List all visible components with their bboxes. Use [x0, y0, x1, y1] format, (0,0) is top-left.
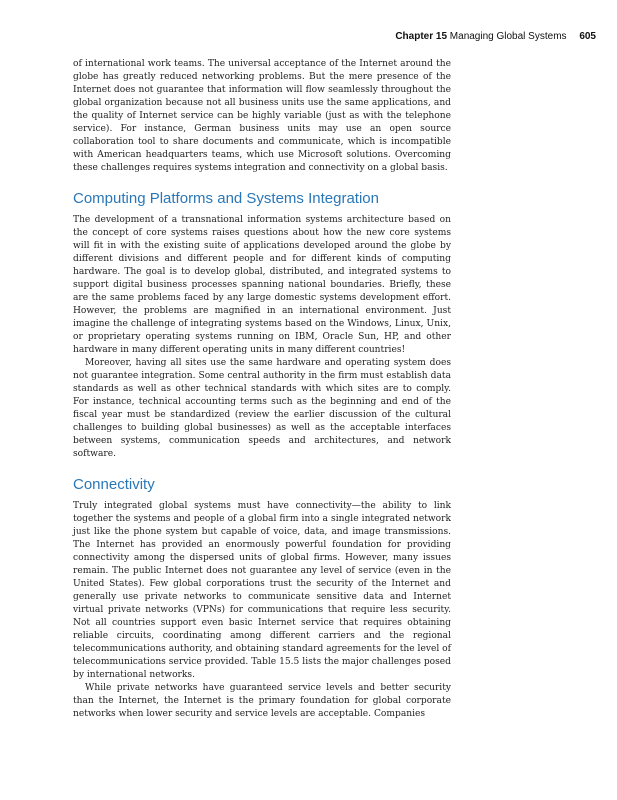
page-number: 605: [579, 31, 596, 42]
computing-paragraph-2: Moreover, having all sites use the same hardware and operating system does not guarantee integration. Some central authority in the firm must establish data standards as well as other technical standards with which sites are to comply. For instance, technical accounting terms such as the beginning and end of the fiscal year must be standardized (review the earlier discussion of the cultural challenges to building global businesses) as well as the acceptable interfaces between systems, communication speeds and architectures, and network software.: [73, 358, 451, 459]
computing-paragraph-1: The development of a transnational information systems architecture based on the concept of core systems raises questions about how the new core systems will fit in with the existing suite of applications developed around the globe by different divisions and different people and for different kinds of computing hardware. The goal is to develop global, distributed, and integrated systems to support digital business processes spanning national boundaries. Briefly, these are the same problems faced by any large domestic systems development effort. However, the problems are magnified in an international environment. Just imagine the challenge of integrating systems based on the Windows, Linux, Unix, or proprietary operating systems running on IBM, Oracle Sun, HP, and other hardware in many different operating units in many different countries!: [73, 215, 451, 355]
running-header: [395, 31, 596, 42]
intro-paragraph: of international work teams. The universal acceptance of the Internet around the globe has greatly reduced networking problems. But the mere presence of the Internet does not guarantee that information will flow seamlessly throughout the global organization because not all business units use the same applications, and the quality of Internet service can be highly variable (just as with the telephone service). For instance, German business units may use an open source collaboration tool to share documents and communicate, which is incompatible with American headquarters teams, which use Microsoft solutions. Overcoming these challenges requires systems integration and connectivity on a global basis.: [73, 59, 451, 173]
section-heading-computing-platforms: Computing Platforms and Systems Integration: [73, 190, 379, 207]
chapter-label: Chapter 15: [395, 31, 448, 42]
section-heading-connectivity: Connectivity: [73, 476, 155, 493]
connectivity-paragraph-1: Truly integrated global systems must have connectivity—the ability to link together the systems and people of a global firm into a single integrated network just like the phone system but capable of voice, data, and image transmissions. The Internet has provided an enormously powerful foundation for providing connectivity among the dispersed units of global firms. However, many issues remain. The public Internet does not guarantee any level of service (even in the United States). Few global corporations trust the security of the Internet and generally use private networks to communicate sensitive data and Internet virtual private networks (VPNs) for communications that require less security. Not all countries support even basic Internet service that requires obtaining reliable circuits, coordinating among different carriers and the regional telecommunications authority, and obtaining standard agreements for the level of telecommunications service provided. Table 15.5 lists the major challenges posed by international networks.: [73, 501, 451, 680]
body-text-column: [73, 58, 451, 721]
connectivity-paragraph-2: While private networks have guaranteed service levels and better security than the Internet, the Internet is the primary foundation for global corporate networks when lower security and service levels are acceptable. Companies: [73, 683, 451, 719]
chapter-title: Managing Global Systems: [449, 31, 567, 42]
